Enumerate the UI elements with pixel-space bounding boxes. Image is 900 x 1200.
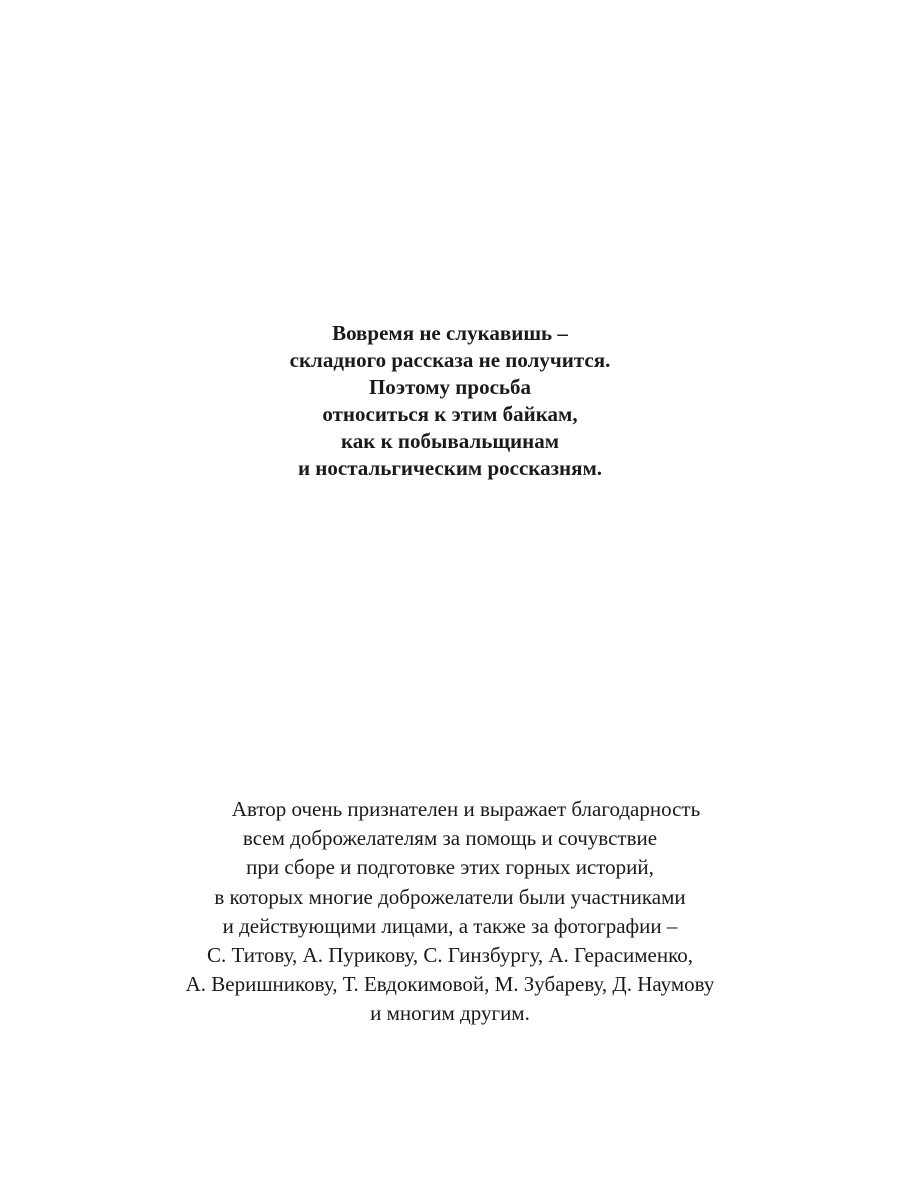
acknowledgement-line: при сборе и подготовке этих горных историй, [246,855,654,880]
acknowledgement-line: А. Веришникову, Т. Евдокимовой, М. Зубареву, Д. Наумову [185,972,715,997]
acknowledgement-line: в которых многие доброжелатели были участниками [214,884,686,909]
acknowledgement-line: С. Титову, А. Пурикову, С. Гинзбургу, А. Герасименко, [206,943,693,968]
acknowledgement-line: Автор очень признателен и выражает благодарность [231,797,701,821]
acknowledgement-line: и действующими лицами, а также за фотографии – [222,913,678,938]
epigraph-line: складного рассказа не получится. [289,348,611,372]
acknowledgement-line: всем доброжелателям за помощь и сочувствие [242,826,658,851]
epigraph-line: как к побывальщинам [340,429,560,453]
epigraph [0,320,900,482]
epigraph-line: Поэтому просьба [368,375,532,399]
epigraph-line: Вовремя не слукавишь – [332,321,568,345]
acknowledgement-line: и многим другим. [370,1001,530,1026]
epigraph-line: относиться к этим байкам, [322,402,578,426]
epigraph-line: и ностальгическим россказням. [297,456,603,480]
acknowledgement [0,795,900,1029]
